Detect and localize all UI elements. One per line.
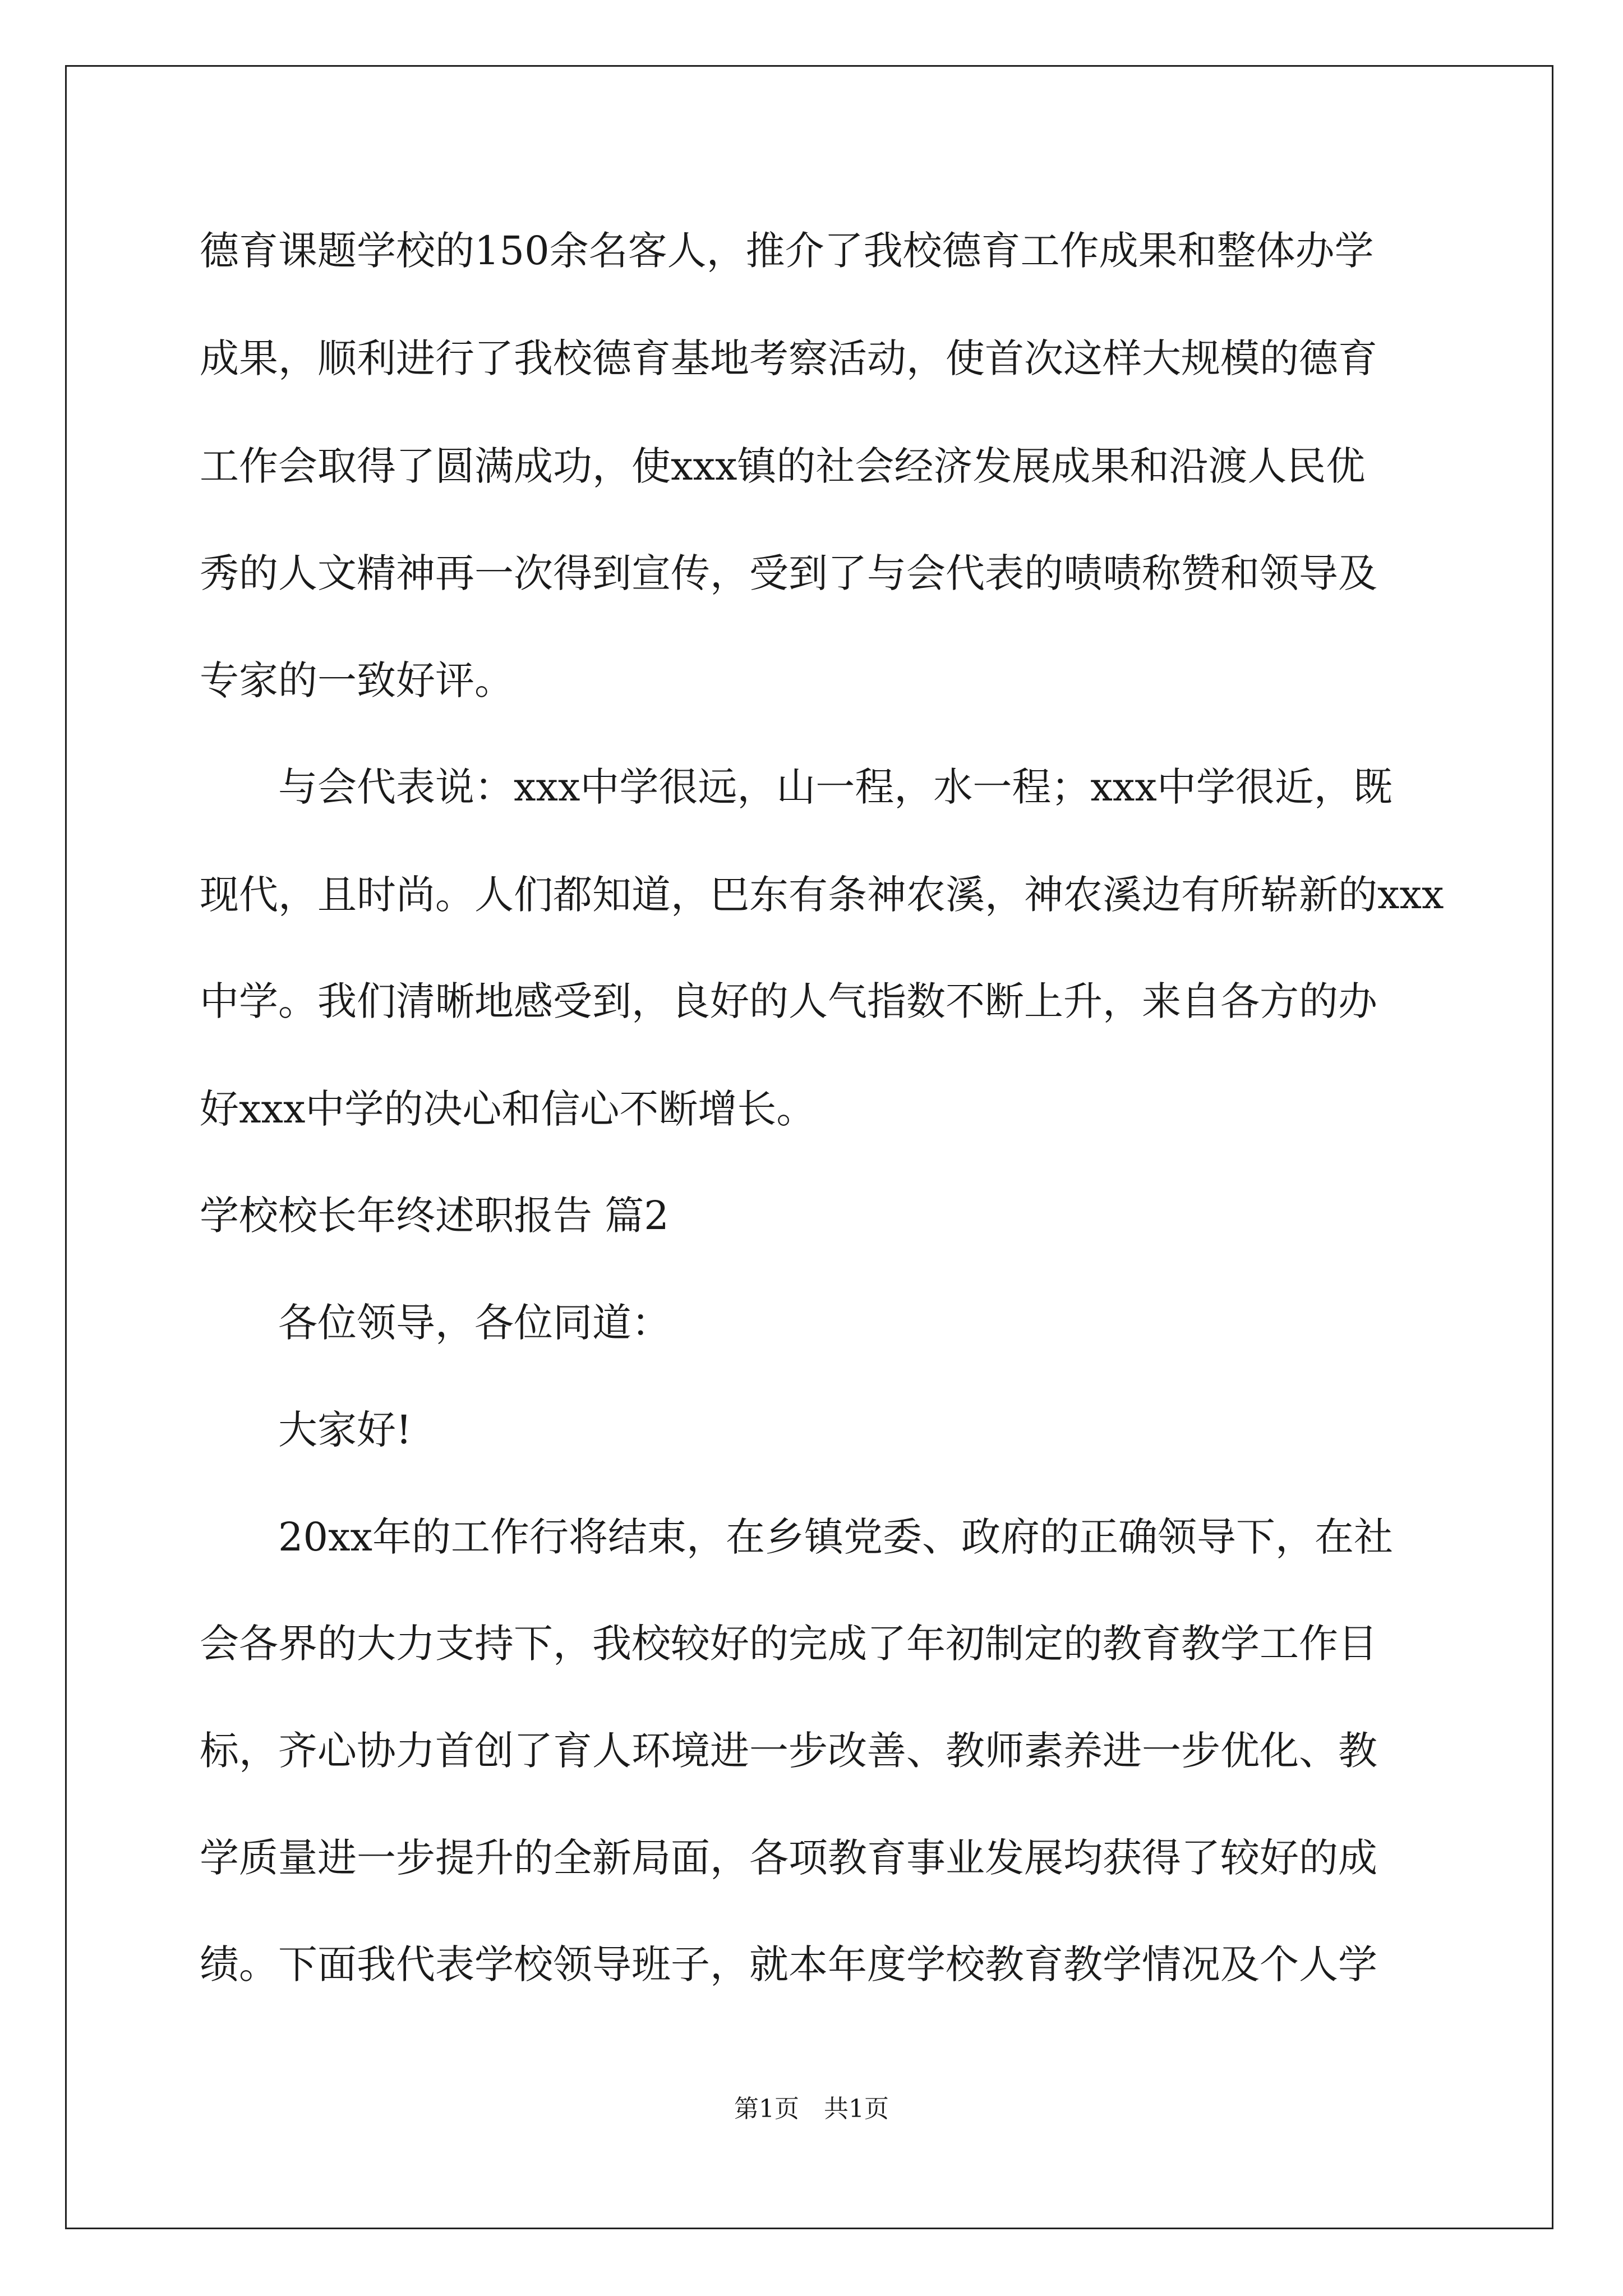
text-line: 绩。下面我代表学校领导班子，就本年度学校教育教学情况及个人学 <box>200 1941 1377 1987</box>
text-line: 与会代表说：xxx中学很远，山一程，水一程；xxx中学很近，既 <box>278 764 1393 810</box>
greeting: 大家好! <box>278 1407 412 1453</box>
text-line: 专家的一致好评。 <box>200 657 514 703</box>
text-line: 现代，且时尚。人们都知道，巴东有条神农溪，神农溪边有所崭新的xxx <box>200 872 1444 918</box>
text-line: 秀的人文精神再一次得到宣传，受到了与会代表的啧啧称赞和领导及 <box>200 550 1377 596</box>
text-line: 标，齐心协力首创了育人环境进一步改善、教师素养进一步优化、教 <box>200 1728 1377 1774</box>
page-footer: 第1页 共1页 <box>734 2095 889 2123</box>
text-line: 德育课题学校的150余名客人，推介了我校德育工作成果和整体办学 <box>200 228 1374 274</box>
salutation: 各位领导，各位同道： <box>278 1300 671 1346</box>
page-border <box>65 65 1553 2229</box>
section-heading: 学校校长年终述职报告 篇2 <box>200 1193 669 1239</box>
text-line: 中学。我们清晰地感受到，良好的人气指数不断上升，来自各方的办 <box>200 978 1377 1024</box>
text-line: 会各界的大力支持下，我校较好的完成了年初制定的教育教学工作目 <box>200 1621 1377 1667</box>
text-line: 成果，顺利进行了我校德育基地考察活动，使首次这样大规模的德育 <box>200 335 1377 381</box>
text-line: 学质量进一步提升的全新局面，各项教育事业发展均获得了较好的成 <box>200 1835 1377 1881</box>
text-line: 20xx年的工作行将结束，在乡镇党委、政府的正确领导下，在社 <box>278 1514 1394 1560</box>
text-line: 好xxx中学的决心和信心不断增长。 <box>200 1086 816 1132</box>
text-line: 工作会取得了圆满成功，使xxx镇的社会经济发展成果和沿渡人民优 <box>200 443 1366 489</box>
